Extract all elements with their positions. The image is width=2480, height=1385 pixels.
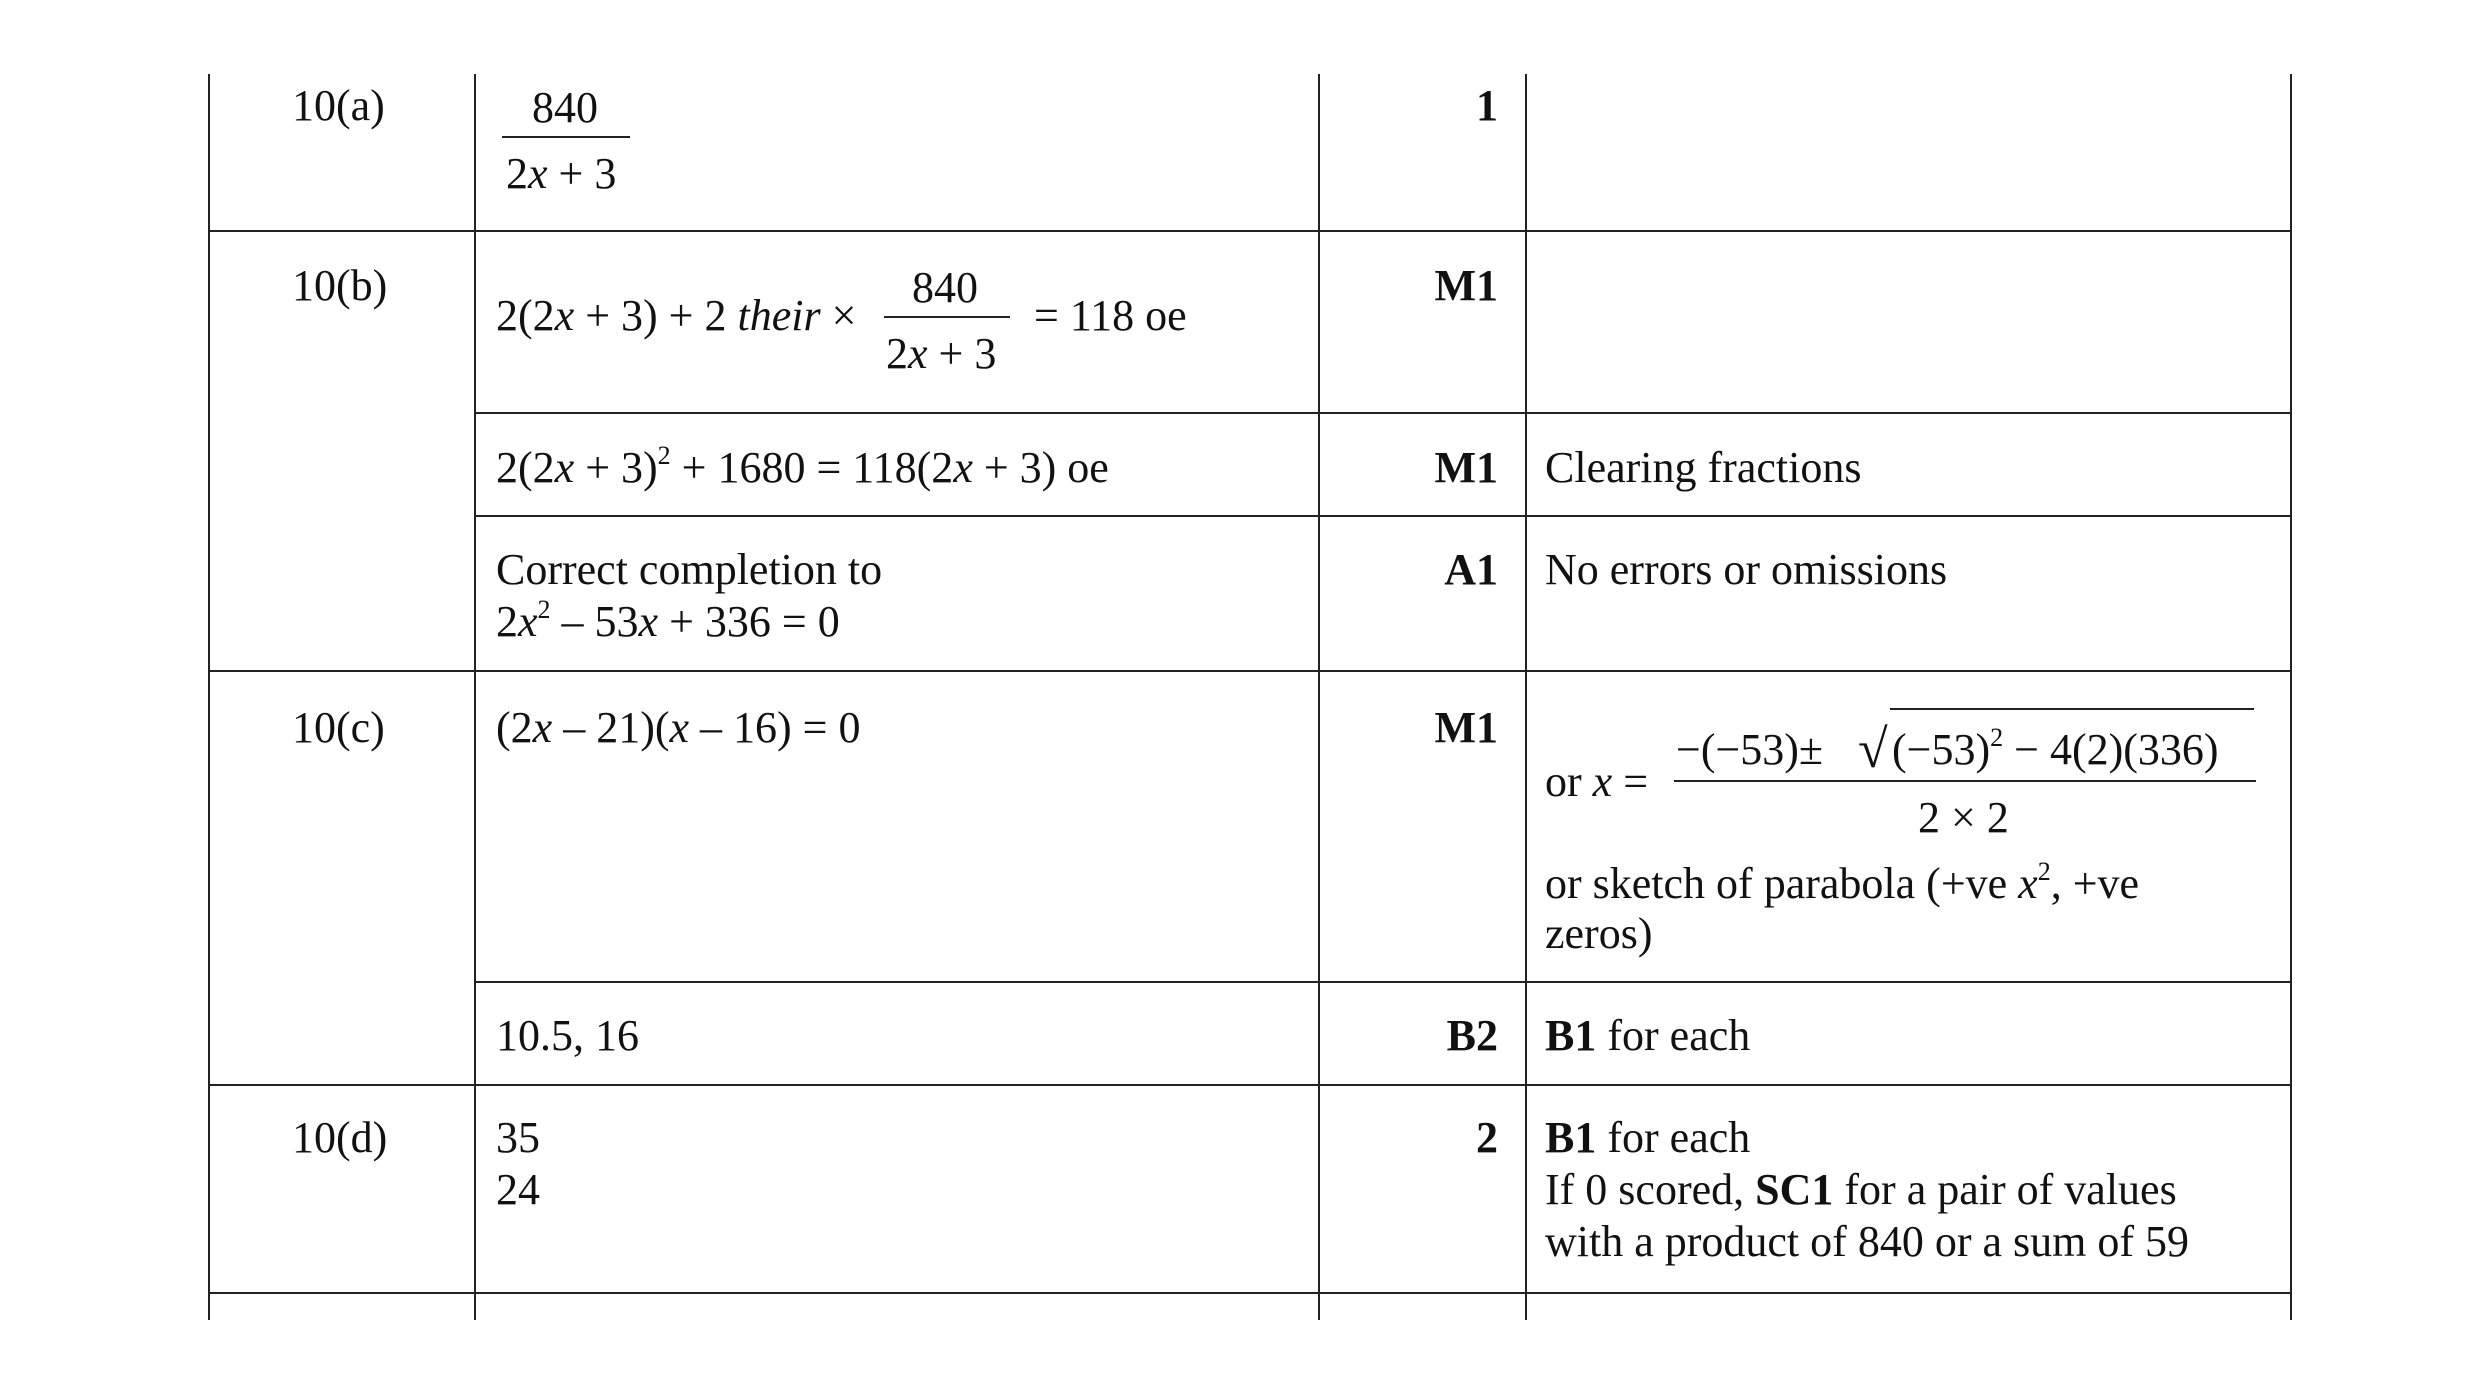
column-divider-3 bbox=[1525, 74, 1527, 1320]
answer-expression: $2(2x + 3)^2 + 1680 = 118(2x + 3)$ oe bbox=[496, 441, 1109, 492]
fraction-bar bbox=[884, 316, 1010, 318]
sqrt-icon: √ bbox=[1858, 719, 1888, 779]
mark-value: M1 bbox=[1434, 443, 1498, 492]
answer-expression: (2x – 21)(x – 16) = 0 bbox=[496, 703, 861, 752]
column-divider-2 bbox=[1318, 74, 1320, 1320]
question-label: 10(a) bbox=[292, 81, 385, 130]
row-divider bbox=[208, 230, 2292, 232]
subrow-divider bbox=[474, 412, 2292, 414]
answer-text: Correct completion to bbox=[496, 545, 883, 594]
fraction-bar bbox=[1674, 780, 2256, 782]
mark-value: B2 bbox=[1446, 1011, 1498, 1060]
mark-value: A1 bbox=[1444, 545, 1498, 594]
answer-expression: $2x^2 - 53x + 336 = 0$ bbox=[496, 595, 840, 646]
row-divider bbox=[208, 1292, 2292, 1294]
answer-value: 35 bbox=[496, 1113, 540, 1162]
fraction-bar bbox=[502, 136, 630, 138]
mark-value: M1 bbox=[1434, 261, 1498, 310]
mark-value: 1 bbox=[1476, 81, 1498, 130]
guidance-text: with a product of 840 or a sum of 59 bbox=[1545, 1217, 2189, 1266]
formula-numerator-a: −(−53)± bbox=[1676, 725, 1824, 774]
answer-value: 24 bbox=[496, 1165, 540, 1214]
row-divider bbox=[208, 670, 2292, 672]
table-border-left bbox=[208, 74, 210, 1320]
formula-prefix: or x = bbox=[1545, 757, 1649, 806]
mark-value: M1 bbox=[1434, 703, 1498, 752]
question-label: 10(b) bbox=[292, 261, 388, 310]
question-label: 10(d) bbox=[292, 1113, 388, 1162]
question-label: 10(c) bbox=[292, 703, 385, 752]
column-divider-1 bbox=[474, 74, 476, 1320]
mark-value: 2 bbox=[1476, 1113, 1498, 1162]
subrow-divider bbox=[474, 981, 2292, 983]
sqrt-overline bbox=[1890, 708, 2254, 710]
formula-numerator-b: $(-53)^2 - 4(2)(336)$ bbox=[1892, 723, 2219, 774]
guidance-text: zeros) bbox=[1545, 909, 1653, 958]
expression-prefix: 2(2x + 3) + 2 their × bbox=[496, 291, 857, 340]
table-border-right bbox=[2290, 74, 2292, 1320]
guidance-text: No errors or omissions bbox=[1545, 545, 1948, 594]
fraction-numerator: 840 bbox=[532, 83, 598, 132]
subrow-divider bbox=[474, 515, 2292, 517]
fraction-numerator: 840 bbox=[912, 263, 978, 312]
fraction-denominator: 2x + 3 bbox=[886, 329, 997, 378]
guidance-text: or sketch of parabola (+ve $x^2$, +ve bbox=[1545, 857, 2140, 908]
guidance-text: B1 for each bbox=[1545, 1113, 1751, 1162]
guidance-text: B1 for each bbox=[1545, 1011, 1751, 1060]
guidance-text: If 0 scored, SC1 for a pair of values bbox=[1545, 1165, 2177, 1214]
fraction-denominator: 2x + 3 bbox=[506, 149, 617, 198]
formula-denominator: 2 × 2 bbox=[1918, 793, 2009, 842]
guidance-text: Clearing fractions bbox=[1545, 443, 1862, 492]
row-divider bbox=[208, 1084, 2292, 1086]
expression-suffix: = 118 oe bbox=[1034, 291, 1187, 340]
answer-values: 10.5, 16 bbox=[496, 1011, 639, 1060]
